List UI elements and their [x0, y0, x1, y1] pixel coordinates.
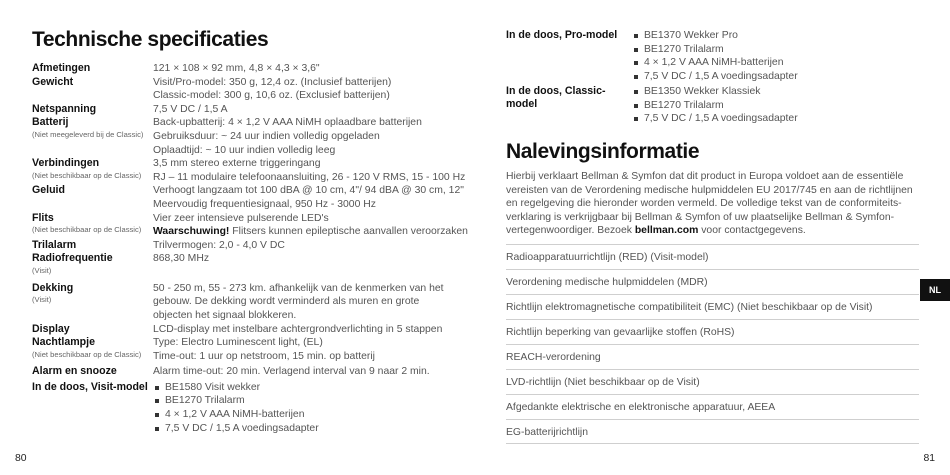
- spec-table: [32, 62, 468, 435]
- spec-row: [32, 103, 462, 117]
- page-title: Technische specificaties: [32, 28, 269, 51]
- spec-row: [32, 157, 466, 184]
- list-item: BE1270 Trilalarm: [153, 394, 462, 408]
- warning-label: Waarschuwing!: [153, 226, 230, 238]
- list-item: Verordening medische hulpmiddelen (MDR): [506, 269, 919, 294]
- page-number: 81: [923, 453, 935, 464]
- list-item: Afgedankte elektrische en elektronische apparatuur, AEEA: [506, 394, 919, 419]
- list-item: 7,5 V DC / 1,5 A voedingsadapter: [632, 70, 798, 84]
- list-item: EG-batterijrichtlijn: [506, 419, 919, 444]
- spec-label: Nachtlampje: [32, 336, 95, 349]
- spec-row: [32, 252, 462, 275]
- list-item: BE1370 Wekker Pro: [632, 29, 798, 43]
- compliance-list: [506, 244, 919, 444]
- box-contents-visit: [32, 381, 462, 435]
- spec-value: Vier zeer intensieve pulserende LED's: [153, 212, 329, 224]
- spec-label: Verbindingen: [32, 157, 100, 170]
- spec-label: Gewicht: [32, 75, 74, 88]
- list-item: BE1580 Visit wekker: [153, 381, 462, 395]
- spec-label: Radiofrequentie: [32, 252, 113, 265]
- spec-value: Alarm time-out: 20 min. Verlagend interval van 9 naar 2 min.: [153, 366, 430, 378]
- spec-value: Oplaadtijd: ~ 10 uur indien volledig leeg: [153, 144, 336, 156]
- intro-text: vertegenwoordiger. Bezoek: [506, 225, 635, 237]
- spec-row: [32, 239, 462, 253]
- spec-value: gebouw. De dekking wordt verminderd als muren en grote: [153, 296, 420, 308]
- spec-value: Visit/Pro-model: 350 g, 12,4 oz. (Inclusief batterijen): [153, 76, 392, 88]
- spec-value: Type: Electro Luminescent light, (EL): [153, 337, 323, 349]
- spec-note: (Visit): [32, 295, 52, 305]
- list-item: 7,5 V DC / 1,5 A voedingsadapter: [632, 112, 798, 126]
- spec-value: objecten het signaal blokkeren.: [153, 309, 297, 321]
- spec-value: Verhoogt langzaam tot 100 dBA @ 10 cm, 4"/ 94 dBA @ 30 cm, 12": [153, 185, 464, 197]
- spec-value: Classic-model: 300 g, 10,6 oz. (Exclusief batterijen): [153, 90, 390, 102]
- spec-label: Dekking: [32, 281, 74, 294]
- spec-label: Alarm en snooze: [32, 365, 117, 378]
- spec-value: Trilvermogen: 2,0 - 4,0 V DC: [153, 239, 285, 251]
- website-link[interactable]: bellman.com: [634, 225, 699, 237]
- spec-label: In de doos, Pro-model: [506, 29, 618, 41]
- list-item: Richtlijn beperking van gevaarlijke stoffen (RoHS): [506, 319, 919, 344]
- intro-line: Hierbij verklaart Bellman & Symfon dat dit product in Europa voldoet aan de essentiële: [506, 171, 904, 182]
- list-item: LVD-richtlijn (Niet beschikbaar op de Visit): [506, 369, 919, 394]
- intro-line: en regelgeving die hieronder worden vermeld. De volledige tekst van de conformiteits-: [506, 198, 902, 210]
- list-item: BE1270 Trilalarm: [632, 99, 798, 113]
- box-contents-list: [153, 381, 462, 435]
- spec-row: [32, 365, 462, 379]
- intro-line: verklaring is verkrijgbaar bij Bellman & Symfon of uw plaatselijke Bellman & Symfon-: [506, 211, 895, 223]
- spec-value: Gebruiksduur: ~ 24 uur indien volledig opgeladen: [153, 130, 380, 142]
- list-item: 4 × 1,2 V AAA NiMH-batterijen: [153, 408, 462, 422]
- spec-label: [506, 85, 632, 112]
- spec-label: Display: [32, 322, 70, 335]
- spec-value: Time-out: 1 uur op netstroom, 15 min. op batterij: [153, 350, 375, 362]
- spec-value: 868,30 MHz: [153, 253, 210, 265]
- intro-line: [506, 224, 922, 238]
- list-item: REACH-verordening: [506, 344, 919, 369]
- spec-note: (Niet beschikbaar op de Classic): [32, 170, 142, 180]
- compliance-intro: [506, 170, 922, 238]
- right-page: [475, 0, 950, 475]
- warning-text: Flitsers kunnen epileptische aanvallen veroorzaken: [229, 226, 468, 238]
- spec-label: Trilalarm: [32, 238, 77, 251]
- spec-note: (Niet meegeleverd bij de Classic): [32, 129, 144, 139]
- spec-row: [32, 323, 462, 337]
- language-tab: NL: [920, 279, 950, 301]
- spec-row: [32, 62, 462, 76]
- box-contents-list: [632, 29, 798, 83]
- spec-label: In de doos, Visit-model: [32, 380, 148, 393]
- section-title: Nalevingsinformatie: [506, 140, 700, 163]
- box-contents-classic: [506, 85, 916, 126]
- spec-label: Afmetingen: [32, 62, 91, 74]
- spec-row: [32, 336, 462, 363]
- spec-label-line: model: [506, 98, 538, 111]
- list-item: 7,5 V DC / 1,5 A voedingsadapter: [153, 422, 462, 436]
- spec-row: [32, 116, 462, 157]
- list-item: 4 × 1,2 V AAA NiMH-batterijen: [632, 56, 798, 70]
- spec-note: (Niet beschikbaar op de Classic): [32, 224, 142, 234]
- list-item: Radioapparatuurrichtlijn (RED) (Visit-model): [506, 244, 919, 269]
- spec-value: LCD-display met instelbare achtergrondverlichting in 5 stappen: [153, 323, 443, 335]
- spec-value: RJ – 11 modulaire telefoonaansluiting, 26 - 120 V RMS, 15 - 100 Hz: [153, 171, 466, 183]
- page-number: 80: [15, 453, 27, 464]
- spec-value: Back-upbatterij: 4 × 1,2 V AAA NiMH oplaadbare batterijen: [153, 117, 422, 129]
- box-contents-pro: [506, 29, 916, 83]
- list-item: BE1270 Trilalarm: [632, 43, 798, 57]
- spec-label-line: In de doos, Classic-: [506, 85, 606, 97]
- spec-row: [32, 184, 462, 211]
- spec-value: 50 - 250 m, 55 - 273 km. afhankelijk van de kenmerken van het: [153, 282, 444, 294]
- spec-label: Batterij: [32, 116, 69, 129]
- list-item: BE1350 Wekker Klassiek: [632, 85, 798, 99]
- list-item: Richtlijn elektromagnetische compatibiliteit (EMC) (Niet beschikbaar op de Visit): [506, 294, 919, 319]
- warning-line: [153, 225, 468, 239]
- spec-value: 7,5 V DC / 1,5 A: [153, 103, 228, 115]
- spec-value: Meervoudig frequentiesignaal, 950 Hz - 3000 Hz: [153, 198, 376, 210]
- box-contents-list: [632, 85, 798, 126]
- spec-label: Flits: [32, 211, 54, 224]
- intro-text: voor contactgegevens.: [698, 225, 806, 237]
- spec-value: 121 × 108 × 92 mm, 4,8 × 4,3 × 3,6": [153, 63, 320, 74]
- spec-note: (Visit): [32, 265, 52, 275]
- spec-row: [32, 282, 462, 323]
- spec-value: 3,5 mm stereo externe triggeringang: [153, 158, 321, 170]
- spec-note: (Niet beschikbaar op de Classic): [32, 349, 142, 359]
- spec-row: [32, 211, 468, 239]
- spec-label: Geluid: [32, 184, 65, 197]
- spec-label: Netspanning: [32, 102, 97, 115]
- intro-line: vereisten van de Verordening medische hulpmiddelen EU 2017/745 en aan de richtlijnen: [506, 184, 913, 196]
- spec-row: [32, 76, 462, 103]
